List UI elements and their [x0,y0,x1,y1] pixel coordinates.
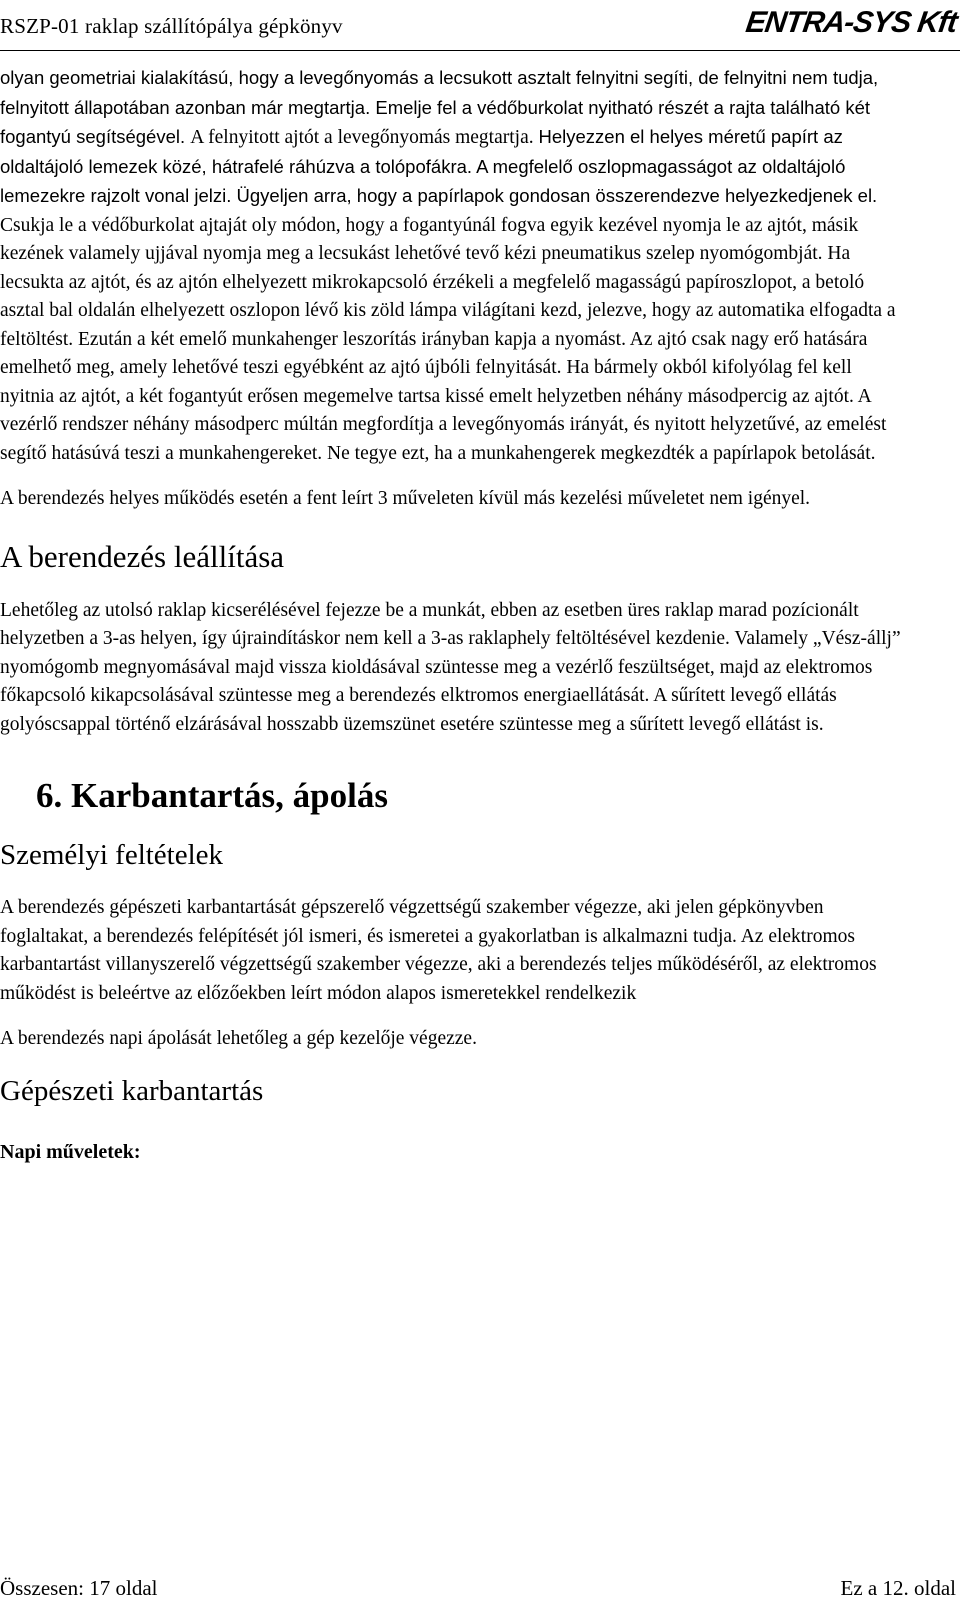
heading-chapter-maintenance: 6. Karbantartás, ápolás [36,776,388,815]
paragraph-segment: A felnyitott ajtót a levegőnyomás megtartja. [190,127,539,148]
heading-personal-conditions: Személyi feltételek [0,839,224,871]
heading-daily-operations: Napi műveletek: [0,1140,141,1163]
paragraph-shutdown: Lehetőleg az utolsó raklap kicserélésével fejezze be a munkát, ebben az esetben üres raklap marad pozícionált helyzetben a 3-as helyen, így újraindításkor nem kell a 3-as raklaphely feltöltésével kezdenie. Valamely „Vész-állj” nyomógomb megnyomásával majd vissza kioldásával szüntesse meg a vezérlő feszültséget, majd az elektromos főkapcsoló kikapcsolásával szüntesse meg a berendezés elktromos energiaellátását. A sűrített levegő ellátás golyóscsappal történő elzárásával hosszabb üzemszünet esetére szüntesse meg a sűrített levegő ellátást is. [0,599,901,735]
paragraph-segment: Helyezzen el helyes méretű papírt az oldaltájoló lemezek közé, hátrafelé ráhúzva a tolópofákra. [0,126,843,177]
page-body [0,64,906,1166]
paragraph-segment: olyan geometriai kialakítású, hogy a levegőnyomás a lecsukott asztalt felnyitni segíti, de felnyitni nem tudja, felnyitott állapotában azonban már megtartja. Emelje fel a védőburkolat nyitható részét a rajta található két fogantyú segítségével. [0,67,879,147]
company-logo: ENTRA-SYS Kft [743,6,959,39]
paragraph-operation-note: A berendezés helyes működés esetén a fent leírt 3 műveleten kívül más kezelési műveletet nem igényel. [0,488,811,509]
paragraph-segment: A megfelelő oszlopmagasságot az oldaltájoló lemezekre rajzolt vonal jelzi. Ügyeljen arra, hogy a papírlapok gondosan összerendezve helyezkedjenek el. [0,155,878,206]
paragraph-door-operation [0,64,906,468]
heading-shutdown: A berendezés leállítása [0,538,285,574]
paragraph-segment: Csukja le a védőburkolat ajtaját oly módon, hogy a fogantyúnál fogva egyik kezével nyomja le az ajtót, másik kezének valamely ujjával nyomja meg a lecsukást lehetővé tevő kézi pneumatikus szelep nyomógombját. Ha lecsukta az ajtót, és az ajtón elhelyezett mikrokapcsoló érzékeli a megfelelő magasságú papíroszlopot, a betoló asztal bal oldalán elhelyezett oszlopon lévő kis zöld lámpa világítani kezd, jelezve, hogy az automatika elfogadta a feltöltést. Ezután a két emelő munkahenger leszorítás irányban kapja a nyomást. Az ajtó csak nagy erő hatására emelhető meg, amely lehetővé teszi egyébként az ajtó újbóli felnyitását. Ha bármely okból kifolyólag fel kell nyitnia az ajtót, a két fogantyút erősen megemelve tartsa kissé emelt helyzetben néhány másodpercig az ajtót. A vezérlő rendszer néhány másodperc múltán megfordítja a levegőnyomás irányát, és nyitott helyzetűvé, az emelést segítő hatásúvá teszi a munkahengereket. Ne tegye ezt, ha a munkahengerek megkezdték a papírlapok betolását. [0,214,896,464]
page-header [0,0,960,50]
document-title: RSZP-01 raklap szállítópálya gépkönyv [0,14,343,38]
heading-mechanical-maintenance: Gépészeti karbantartás [0,1074,264,1107]
paragraph-personal-conditions: A berendezés gépészeti karbantartását gépszerelő végzettségű szakember végezze, aki jelen gépkönyvben foglaltakat, a berendezés felépítését jól ismeri, és ismeretei a gyakorlatban is alkalmazni tudja. Az elektromos karbantartást villanyszerelő végzettségű szakember végezze, aki a berendezés teljes működéséről, az elektromos működést is beleértve az előzőekben leírt módon alapos ismeretekkel rendelkezik [0,897,877,1004]
footer-page-number: Ez a 12. oldal [840,1576,956,1600]
footer-total-pages: Összesen: 17 oldal [0,1576,158,1600]
header-divider [0,50,960,51]
paragraph-daily-care: A berendezés napi ápolását lehetőleg a gép kezelője végezze. [0,1028,477,1049]
